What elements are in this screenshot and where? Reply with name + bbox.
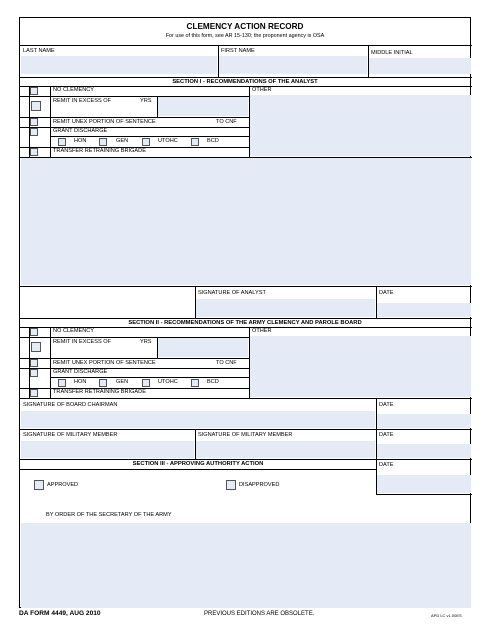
s2-signature-member2-label: SIGNATURE OF MILITARY MEMBER: [198, 432, 293, 438]
s1-other-label: OTHER: [252, 87, 272, 93]
s1-grant-discharge-label: GRANT DISCHARGE: [53, 128, 108, 134]
s1-hon-label: HON: [74, 138, 87, 144]
s1-gen-checkbox[interactable]: [99, 138, 107, 146]
form-subtitle: For use of this form, see AR 15-130; the proponent agency is OSA: [165, 33, 325, 39]
s2-date-members-field[interactable]: [377, 444, 471, 458]
s2-no-clemency-checkbox[interactable]: [30, 328, 38, 336]
s1-signature-analyst-label: SIGNATURE OF ANALYST: [198, 290, 266, 296]
s3-approved-checkbox[interactable]: [34, 480, 44, 490]
s3-by-order-label: BY ORDER OF THE SECRETARY OF THE ARMY: [46, 512, 172, 518]
s1-to-cnf-label: TO CNF: [216, 119, 237, 125]
s2-remit-unex-checkbox[interactable]: [30, 359, 38, 367]
last-name-label: LAST NAME: [23, 48, 55, 54]
s3-disapproved-checkbox[interactable]: [226, 480, 236, 490]
s1-remit-excess-label: REMIT IN EXCESS OF: [53, 98, 112, 104]
s2-no-clemency-label: NO CLEMENCY: [53, 328, 95, 334]
middle-initial-field[interactable]: [369, 58, 471, 74]
s1-transfer-label: TRANSFER RETRAINING BRIGADE: [53, 148, 146, 154]
middle-initial-label: MIDDLE INITIAL: [371, 50, 413, 56]
s2-signature-chairman-label: SIGNATURE OF BOARD CHAIRMAN: [23, 402, 118, 408]
s2-remit-excess-label: REMIT IN EXCESS OF: [53, 339, 112, 345]
s1-no-clemency-label: NO CLEMENCY: [53, 87, 95, 93]
s1-grant-discharge-checkbox[interactable]: [30, 128, 38, 136]
s2-gen-label: GEN: [116, 379, 129, 385]
s1-remit-excess-checkbox[interactable]: [31, 101, 41, 111]
last-name-field[interactable]: [21, 56, 217, 74]
form-version: APD LC v1.00ES: [431, 613, 462, 618]
s2-transfer-label: TRANSFER RETRAINING BRIGADE: [53, 389, 146, 395]
s2-other-label: OTHER: [252, 328, 272, 334]
s2-transfer-checkbox[interactable]: [30, 389, 38, 397]
s2-other-field[interactable]: [250, 336, 471, 397]
s1-no-clemency-checkbox[interactable]: [30, 87, 38, 95]
s1-bcd-label: BCD: [207, 138, 219, 144]
s2-gen-checkbox[interactable]: [99, 379, 107, 387]
s2-hon-label: HON: [74, 379, 87, 385]
s1-date-label: DATE: [379, 290, 394, 296]
s1-date-field[interactable]: [377, 303, 471, 317]
s3-disapproved-label: DISAPPROVED: [239, 482, 280, 488]
s3-date-label: DATE: [379, 462, 394, 468]
s1-remit-unex-checkbox[interactable]: [30, 118, 38, 126]
clemency-action-record-form: [19, 17, 471, 608]
s2-remit-unex-label: REMIT UNEX PORTION OF SENTENCE: [53, 360, 156, 366]
s1-signature-analyst-field[interactable]: [196, 299, 375, 317]
section1-heading: SECTION I - RECOMMENDATIONS OF THE ANALYST: [172, 79, 318, 85]
s2-yrs-label: YRS: [140, 339, 152, 345]
s2-utohc-label: UTOHC: [158, 379, 178, 385]
s1-hon-checkbox[interactable]: [58, 138, 66, 146]
s2-hon-checkbox[interactable]: [58, 379, 66, 387]
s2-date-chairman-field[interactable]: [377, 414, 471, 428]
s1-gen-label: GEN: [116, 138, 129, 144]
section2-heading: SECTION II - RECOMMENDATIONS OF THE ARMY CLEMENCY AND PAROLE BOARD: [128, 320, 362, 326]
s1-remit-years-field[interactable]: [158, 97, 248, 116]
s1-utohc-label: UTOHC: [158, 138, 178, 144]
form-title: CLEMENCY ACTION RECORD: [186, 22, 304, 31]
s1-bcd-checkbox[interactable]: [191, 138, 199, 146]
s2-signature-member1-label: SIGNATURE OF MILITARY MEMBER: [23, 432, 118, 438]
s3-approved-label: APPROVED: [47, 482, 79, 488]
s2-date-chairman-label: DATE: [379, 402, 394, 408]
s2-utohc-checkbox[interactable]: [142, 379, 150, 387]
s1-remarks-area[interactable]: [21, 158, 471, 285]
first-name-label: FIRST NAME: [221, 48, 255, 54]
s1-remit-unex-label: REMIT UNEX PORTION OF SENTENCE: [53, 119, 156, 125]
s2-signature-chairman-field[interactable]: [21, 411, 375, 428]
s2-to-cnf-label: TO CNF: [216, 360, 237, 366]
s1-other-field[interactable]: [250, 95, 471, 156]
s2-grant-discharge-checkbox[interactable]: [30, 369, 38, 377]
s2-signature-member2-field[interactable]: [196, 441, 375, 458]
s2-remit-excess-checkbox[interactable]: [31, 342, 41, 352]
s2-bcd-label: BCD: [207, 379, 219, 385]
s2-remit-years-field[interactable]: [158, 338, 248, 357]
s1-yrs-label: YRS: [140, 98, 152, 104]
s1-transfer-checkbox[interactable]: [30, 148, 38, 156]
previous-editions-notice: PREVIOUS EDITIONS ARE OBSOLETE.: [204, 611, 315, 617]
s3-date-field[interactable]: [377, 475, 471, 493]
first-name-field[interactable]: [219, 56, 367, 74]
s2-grant-discharge-label: GRANT DISCHARGE: [53, 369, 108, 375]
s2-bcd-checkbox[interactable]: [191, 379, 199, 387]
s3-signature-area[interactable]: [21, 523, 471, 608]
form-id: DA FORM 4449, AUG 2010: [19, 610, 101, 617]
s1-utohc-checkbox[interactable]: [142, 138, 150, 146]
section3-heading: SECTION III - APPROVING AUTHORITY ACTION: [132, 461, 264, 467]
s2-signature-member1-field[interactable]: [21, 441, 194, 458]
s2-date-members-label: DATE: [379, 432, 394, 438]
